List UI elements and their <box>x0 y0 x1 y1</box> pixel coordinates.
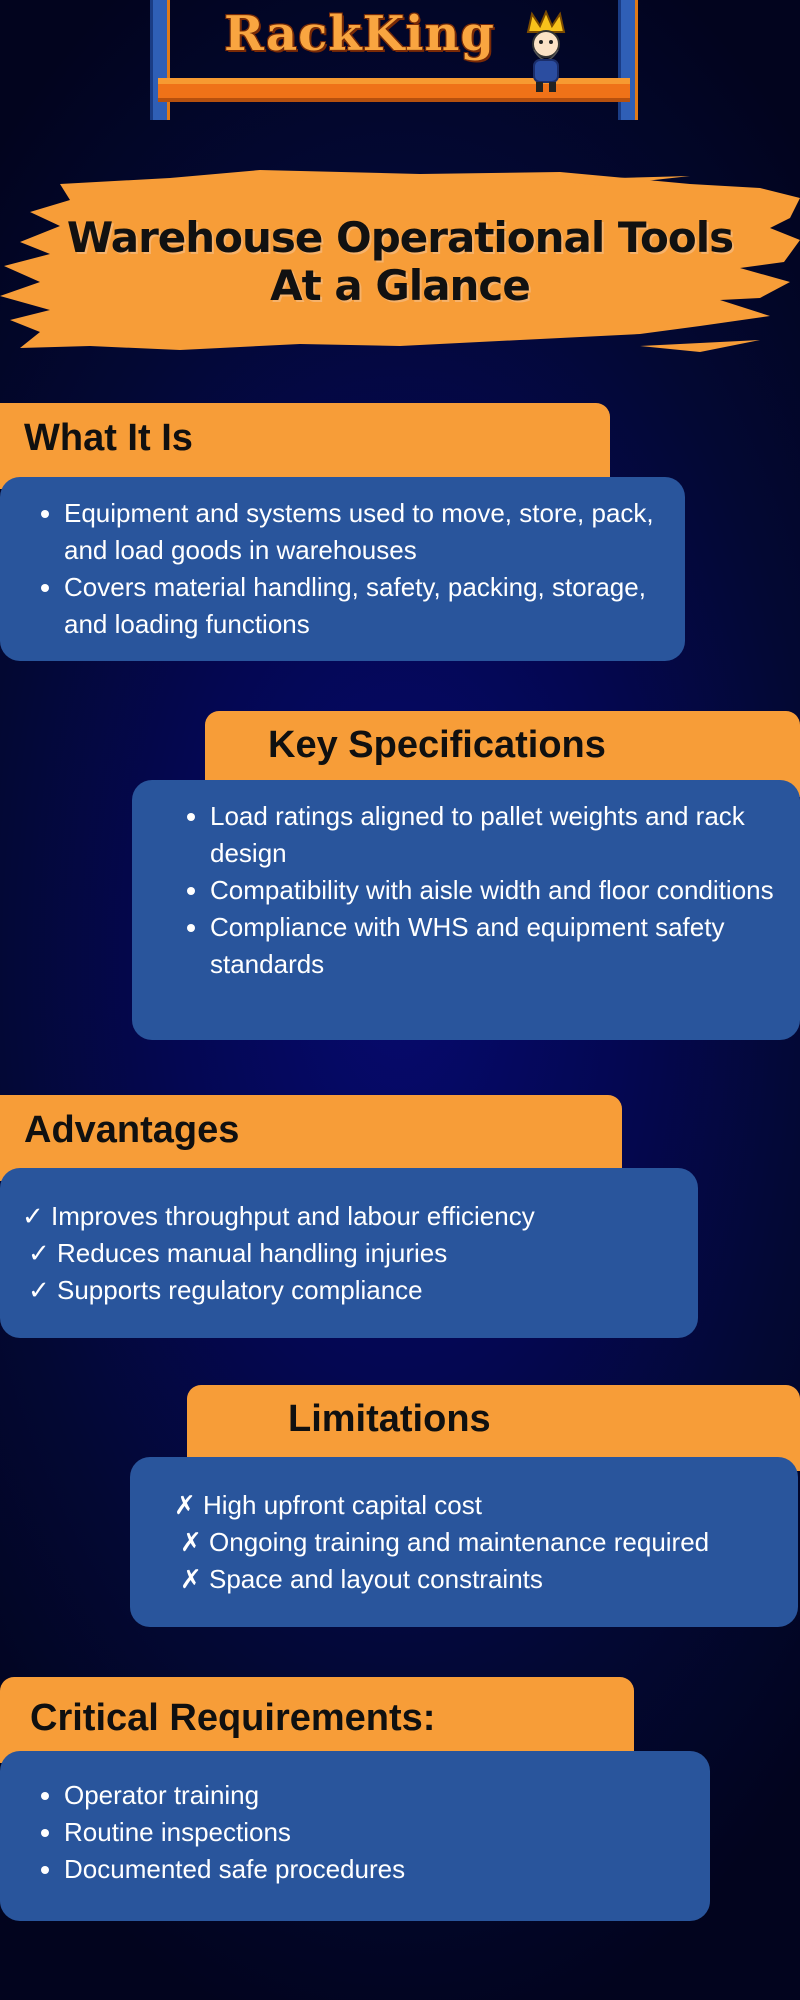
limitation-item: ✗ Ongoing training and maintenance required <box>180 1527 710 1557</box>
crowned-king-mascot-icon <box>522 10 570 96</box>
brand-name: RackKing <box>224 6 495 62</box>
advantages-card <box>0 1168 698 1338</box>
advantage-item: ✓ Improves throughput and labour efficiency <box>22 1201 535 1231</box>
limitations-heading: Limitations <box>288 1398 491 1440</box>
title-banner <box>0 170 800 360</box>
rack-post-left <box>150 0 170 120</box>
rack-post-right <box>618 0 638 120</box>
key-specifications-list <box>172 798 780 983</box>
critical-requirements-list <box>26 1777 690 1888</box>
list-item: • Operator training <box>64 1777 690 1814</box>
key-specifications-heading: Key Specifications <box>268 724 606 766</box>
rackking-logo <box>150 0 638 120</box>
list-item: • Load ratings aligned to pallet weights and rack design <box>210 798 780 872</box>
list-item: • Covers material handling, safety, packing, storage, and loading functions <box>64 569 665 643</box>
what-it-is-list <box>26 495 665 643</box>
advantages-heading: Advantages <box>24 1109 240 1151</box>
list-item: • Compatibility with aisle width and floor conditions <box>210 872 780 909</box>
what-it-is-card <box>0 477 685 661</box>
page-title-line2: At a Glance <box>270 261 530 310</box>
list-item: • Documented safe procedures <box>64 1851 690 1888</box>
limitation-item: ✗ High upfront capital cost <box>174 1490 482 1520</box>
limitations-card <box>130 1457 798 1627</box>
list-item: • Equipment and systems used to move, store, pack, and load goods in warehouses <box>64 495 665 569</box>
page-title <box>0 214 800 310</box>
page-title-line1: Warehouse Operational Tools <box>66 213 734 262</box>
list-item: • Compliance with WHS and equipment safety standards <box>210 909 780 983</box>
critical-requirements-card <box>0 1751 710 1921</box>
what-it-is-heading: What It Is <box>24 417 193 459</box>
key-specifications-card <box>132 780 800 1040</box>
list-item: • Routine inspections <box>64 1814 690 1851</box>
limitation-item: ✗ Space and layout constraints <box>180 1564 543 1594</box>
critical-requirements-heading: Critical Requirements: <box>30 1697 436 1739</box>
advantage-item: ✓ Supports regulatory compliance <box>28 1275 423 1305</box>
advantage-item: ✓ Reduces manual handling injuries <box>28 1238 448 1268</box>
